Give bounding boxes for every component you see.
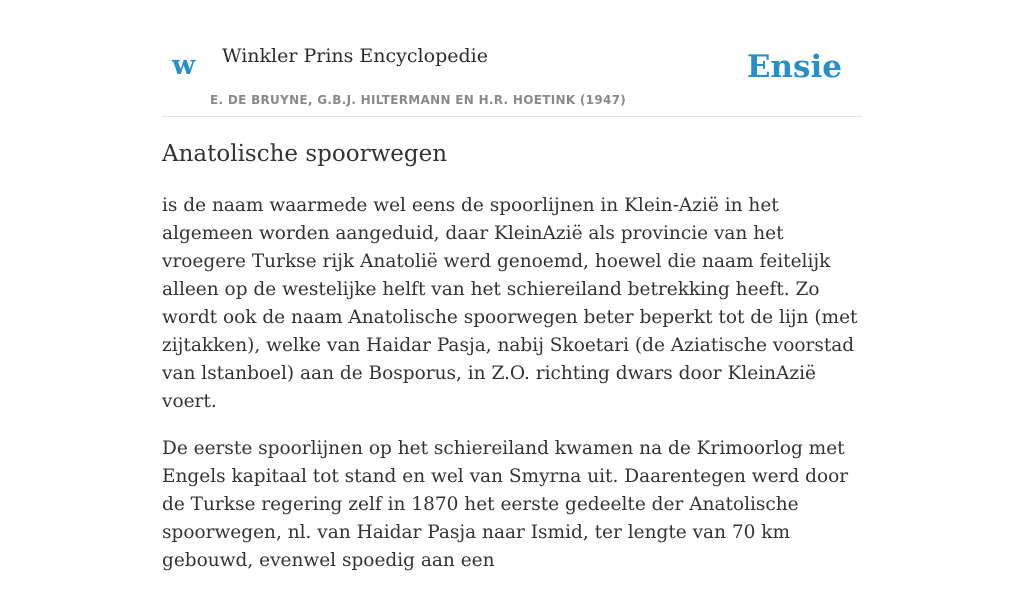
article-paragraph: is de naam waarmede wel eens de spoorlijnen in Klein-Azië in het algemeen worden aangeduid, daar KleinAzië als provincie van het vroegere Turkse rijk Anatolië werd genoemd, hoewel die naam feitelijk alleen op de westelijke helft van het schiereiland betrekking heeft. Zo wordt ook de naam Anatolische spoorwegen beter beperkt tot de lijn (met zijtakken), welke van Haidar Pasja, nabij Skoetari (de Aziatische voorstad van lstanboel) aan de Bosporus, in Z.O. richting dwars door KleinAzië voert.: [162, 195, 858, 412]
article-body: [162, 192, 868, 594]
site-header: [162, 0, 862, 117]
winkler-prins-logo-icon[interactable]: w: [172, 50, 196, 81]
article-paragraph: De eerste spoorlijnen op het schiereiland kwamen na de Krimoorlog met Engels kapitaal tot stand en wel van Smyrna uit. Daarentegen werd door de Turkse regering zelf in 1870 het eerste gedeelte der Anatolische spoorwegen, nl. van Haidar Pasja naar Ismid, ter lengte van 70 km gebouwd, evenwel spoedig aan een: [162, 438, 849, 571]
article-title: Anatolische spoorwegen: [162, 141, 448, 167]
ensie-logo-link[interactable]: Ensie: [746, 49, 842, 85]
authors-line: E. DE BRUYNE, G.B.J. HILTERMANN EN H.R. HOETINK (1947): [210, 93, 627, 107]
encyclopedia-title-link[interactable]: Winkler Prins Encyclopedie: [222, 45, 488, 67]
